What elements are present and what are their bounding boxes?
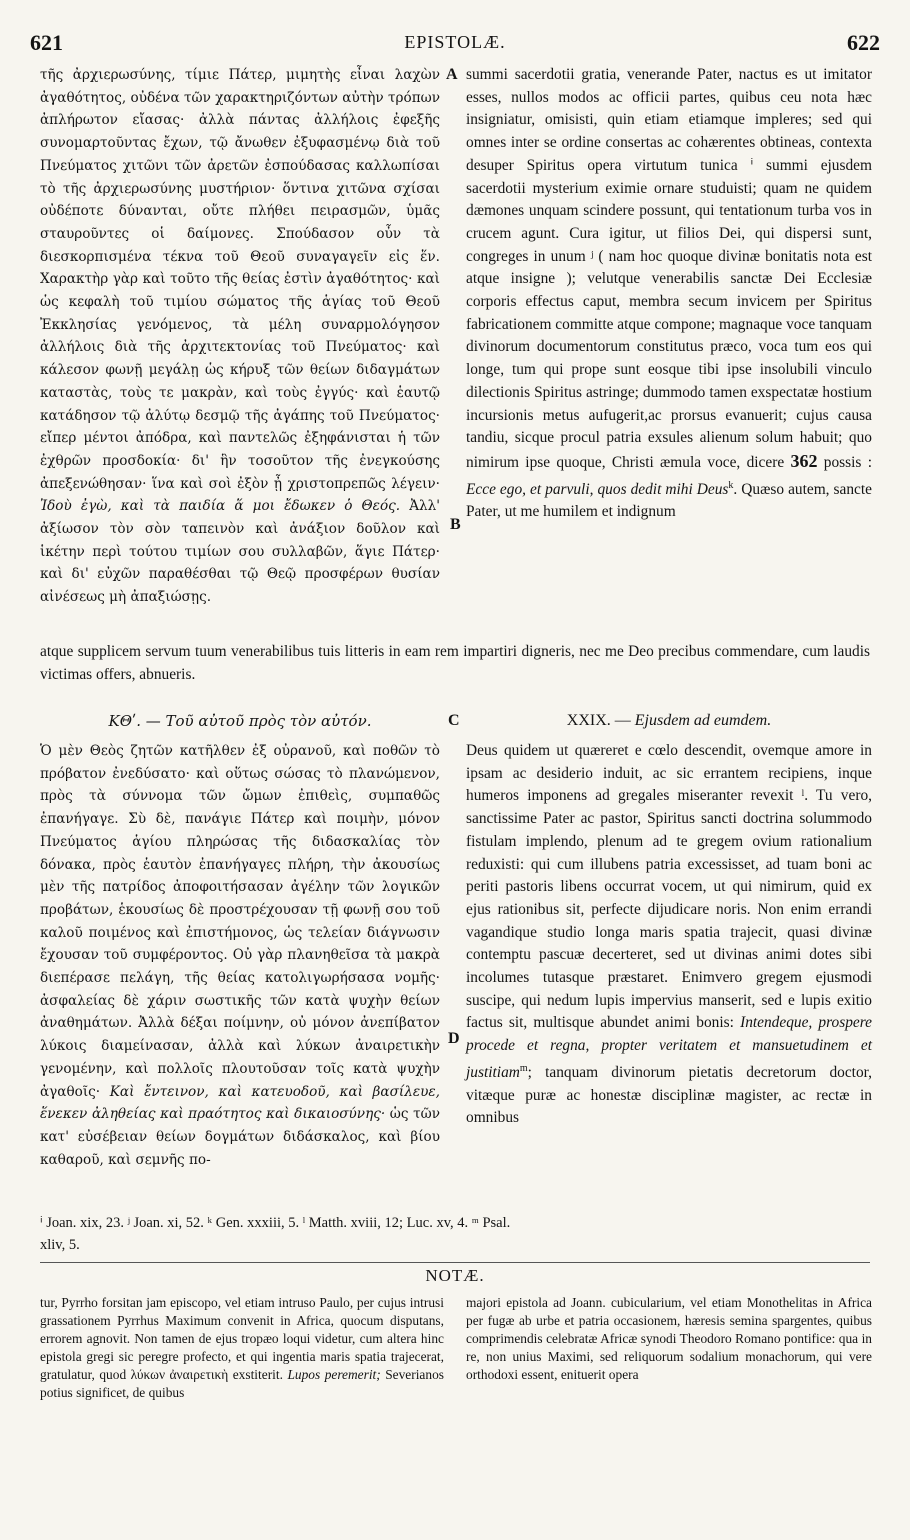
page-number-right: 622 [847, 30, 880, 55]
greek-column-section [40, 740, 440, 1200]
notes-heading: NOTÆ. [425, 1266, 485, 1285]
margin-letter-d: D [448, 1030, 460, 1047]
latin-full-width-span: atque supplicem servum tuum venerabilibus tuis litteris in eam rem impartiri digneris, nec me Deo precibus commendare, cum laudis victimas offers, abnueris. [40, 643, 870, 683]
notes-rule [40, 1262, 870, 1263]
margin-letter-c: C [448, 712, 460, 729]
notes-right-column [466, 1294, 872, 1384]
notes-right-text: majori epistola ad Joann. cubicularium, vel etiam Monothelitas in Africa per fugæ ab urbe et patria occasionem, hæresis semina spargentes, quibus comprimendis celebratæ Africæ synodi Theodoro Romano pontifice: qua in re, non unius Maximi, sed reliquorum sodalium monachorum, qui vere orthodoxi essent, enituerit opera [466, 1295, 872, 1382]
greek-column-top [40, 64, 440, 634]
footnotes [40, 1212, 870, 1256]
latin-text-top-end: . Quæso autem, sancte Pater, ut me humilem et indignum [466, 480, 872, 521]
greek-text-section-end: ὡς τῶν κατ' εὐσέβειαν θείων δογμάτων διδάσκαλος, καὶ βίου καθαροῦ, καὶ σεμνῆς πο- [40, 1106, 440, 1168]
latin-quote-top: Ecce ego, et parvuli, quos dedit mihi Deus [466, 480, 729, 498]
latin-text-section: Deus quidem ut quæreret e cœlo descendit, ovemque amore in ipsam ac desiderio induit, ac sic errantem recipiens, inque humeros imponens ad gregales miseranter revexit ˡ. Tu vero, sanctissime Pater ac pastor, Spiritus sancti doctrina solummodo fistulam implendo, plenum ad te gregem ovium rationalium reduxisti: qui cum illubens patria excessisset, ad tuam boni ac periti pastoris libens occurrat vocem, ut qui nimirum, quid ex ejus rationibus sit, perfecte dijudicare noris. Non enim errandi vagandique studio longa maris spatia trajecit, quasi divinæ contemptu pascuæ decerteret, sed ut divinas animi dotes sibi incolumes tutasque præstaret. Enimvero gregem ejusmodi suscipe, qui nedum lupis impervius manserit, sed e lupis exitio factus sit, multisque abundet animi bonis: [466, 742, 872, 1032]
footnote-line-2: xliv, 5. [40, 1237, 80, 1253]
greek-quote-top: Ἰδοὺ ἐγὼ, καὶ τὰ παιδία ἅ μοι ἔδωκεν ὁ Θεός. [40, 498, 401, 515]
column-number: 362 [790, 450, 818, 471]
page-header [30, 30, 880, 60]
latin-text-top-mid: possis : [823, 453, 872, 471]
latin-column-section [466, 740, 872, 1200]
latin-text-section-end: ; tanquam divinorum pietatis decretorum doctor, vitæque puræ ac honestæ disciplinæ magister, ac rectæ in omnibus [466, 1063, 872, 1127]
greek-section-title: ΚΘʹ. — Τοῦ αὐτοῦ πρὸς τὸν αὐτόν. [108, 712, 372, 730]
margin-letter-a: A [446, 66, 458, 83]
running-title: EPISTOLÆ. [404, 32, 506, 52]
footnote-ref-k: k [728, 479, 734, 491]
footnote-line-1: ⁱ Joan. xix, 23. ʲ Joan. xi, 52. ᵏ Gen. xxxiii, 5. ˡ Matth. xviii, 12; Luc. xv, 4. ᵐ Psal. [40, 1215, 511, 1231]
latin-column-top [466, 64, 872, 638]
greek-text-top: τῆς ἀρχιερωσύνης, τίμιε Πάτερ, μιμητὴς εἶναι λαχὼν ἀγαθότητος, οὐδένα τῶν χαρακτηριζόντων αὐτὴν τρόπων ἀπλήρωτον εἴασας· ἀλλὰ πάντας ἀλλήλοις ἐφεξῆς συνομαρτοῦντας ἔχων, τῷ ἄνωθεν ἐξυφασμένῳ διὰ τοῦ Πνεύματος χιτῶνι τῶν ἀρετῶν ἐσπούδασας καλλωπίσαι τὸ τῆς ἀρχιερωσύνης μυστήριον· ὅντινα χιτῶνα σχίσαι οὐδέποτε δύνανται, οὔτε πλήθει πειρασμῶν, ὑμᾶς σταυροῦντες οἱ δαίμονες. Σπούδασον οὖν τὰ διεσκορπισμένα τέκνα τοῦ Θεοῦ συναγαγεῖν εἰς ἕν. Χαρακτὴρ γὰρ καὶ τοῦτο τῆς θείας ἐστὶν ἀγαθότητος· καὶ ὡς κεφαλὴ τοῦ τιμίου σώματος τῆς ἁγίας τοῦ Θεοῦ Ἐκκλησίας γενόμενος, τὰ μέλη συναρμολόγησον ἀλλήλοις διὰ τῆς ἀρχιτεκτονίας τοῦ Πνεύματος· καὶ κάλεσον φωνῇ μεγάλῃ ὡς κήρυξ τῶν θείων διδαγμάτων καταστὰς, τοὺς τε μακρὰν, καὶ τοὺς ἐγγύς· καὶ ἑαυτῷ κατάδησον τῷ ἀλύτῳ δεσμῷ τῆς ἀγάπης τοῦ Πνεύματος· εἴπερ μέντοι ἀπόδρα, καὶ παντελῶς ἐξηφάνισται ἡ τῶν ἐχθρῶν προσδοκία· δι' ἣν τοσοῦτον τῆς ἐνεγκούσης ἀπεξενώθησαν· ἵνα καὶ σοὶ ἐξὸν ᾖ χριστοπρεπῶς λέγειν· [40, 67, 440, 492]
latin-section-number: XXIX. — [566, 712, 631, 729]
notes-left-text: tur, Pyrrho forsitan jam episcopo, vel etiam intruso Paulo, per cujus intrusi grassationem Pyrrhus Maximum convenit in Africa, quocum disputans, errorem agnovit. Non tamen de ejus tropæo loqui videtur, cum altera hinc epistola gregi sic peregre profecto, et qui ingentia maris spatia trajecerat, gratulatur, quod λύκων ἀναιρετικὴ exstiterit. [40, 1295, 444, 1382]
latin-full-width-text [40, 640, 870, 686]
notes-left-italic: Lupos peremerit; [287, 1367, 381, 1382]
latin-section-title [466, 712, 872, 730]
latin-quote-section: Intendeque, prospere procede et regna, propter veritatem et mansuetudinem et justitiam [466, 1014, 872, 1081]
greek-text-section: Ὁ μὲν Θεὸς ζητῶν κατῆλθεν ἐξ οὐρανοῦ, καὶ ποθῶν τὸ πρόβατον ἐνεδύσατο· καὶ οὕτως σώσας τὸ πλανώμενον, πρὸς τὰ σύννομα τῶν ὤμων ἐπιθεὶς, συμπαθῶς ἐπανήγαγε. Σὺ δὲ, πανάγιε Πάτερ καὶ ποιμὴν, μόνον Πνεύματος ἁγίου πληρώσας τῆς διδασκαλίας τὸν δόνακα, πρὸς ἑαυτὸν ἐπανήγαγες πλήρη, τὴν ἀκουσίως μὲν τῆς πατρίδος ἀποφοιτήσασαν ἀγέλην τῶν λογικῶν προβάτων, ἑκουσίως δὲ προστρέχουσαν τῇ φωνῇ σου τοῦ καλοῦ ποιμένος καὶ ἐπιστήμονος, ὡς τελείαν διάγνωσιν ἔχουσαν τοῦ συμφέροντος. Οὐ γὰρ πλανηθεῖσα τὰ μακρὰ διεπέρασε πελάγη, τῆς θείας κατολιγωρήσασα νομῆς· ἀσφαλείας δὲ χάριν σωστικῆς τῶν κατὰ ψυχὴν θείων ἀναθημάτων. Ἀλλὰ δέξαι ποίμνην, οὐ μόνον ἀνεπίβατον λύκοις διαμείνασαν, ἀλλὰ καὶ λύκων ἀναιρετικὴν γενομένην, καὶ πολλοῖς πλουτοῦσαν τοῖς κατὰ ψυχὴν ἀγαθοῖς· [40, 743, 440, 1100]
greek-text-top-end: Ἀλλ' ἀξίωσον τὸν σὸν ταπεινὸν καὶ ἀνάξιον δοῦλον καὶ ἱκέτην περὶ τούτου τιμίων σου συλλαβῶν, ἅγιε Πάτερ· καὶ δι' εὐχῶν παραθέσθαι τῷ Θεῷ προσφέρων θυσίαν αἰνέσεως μὴ ἀπαξιώσῃς. [40, 498, 440, 606]
notes-left-end: Severianos potius significet, de quibus [40, 1367, 444, 1400]
latin-text-top: summi sacerdotii gratia, venerande Pater, nactus es ut imitator esses, nullos modos ac officii partes, quibus ceu nota hæc insigniatur, omisisti, quin etiam etiamque impleres; sed qui omnes inter se ordine consertas ac cohærentes obtineas, contexta desuper Spiritus opera virtutum tunica ⁱ summi ejusdem sacerdotii mysterium eximie ornare studuisti; quam ne quidem dæmones unquam scindere possunt, qui tentationum turba vos in crucem agunt. Cura igitur, ut filios Dei, qui dispersi sunt, congreges in unum ʲ ( nam hoc quoque divinæ bonitatis nota est atque insigne ); velutque venerabilis sanctæ Dei Ecclesiæ corporis effectus caput, membra secum invicem per Spiritus fabricationem committe atque compone; magnaque voce tanquam divinorum documentorum constitutus præco, voca tum eos qui longe, tum qui prope sunt eosque tibi ipse insolubili vinculo dilectionis Spiritus astringe; dummodo tamen exspectatæ hostium incursionis metus aufugerit,ac prorsus evanuerit; cujus causa tandiu, sicque procul patria exsules alienum solum habuit; quo nimirum ipse quoque, Christi æmula voce, dicere [466, 66, 872, 471]
footnote-ref-m: m [519, 1062, 528, 1074]
page-number-left: 621 [30, 30, 63, 55]
greek-quote-section: Καὶ ἔντεινον, καὶ κατευοδοῦ, καὶ βασίλευε, ἕνεκεν ἀληθείας καὶ πραότητος καὶ δικαιοσύνης· [40, 1083, 440, 1123]
latin-section-title-text: Ejusdem ad eumdem. [634, 712, 772, 729]
margin-letter-b: B [450, 516, 461, 533]
notes-left-column [40, 1294, 444, 1402]
